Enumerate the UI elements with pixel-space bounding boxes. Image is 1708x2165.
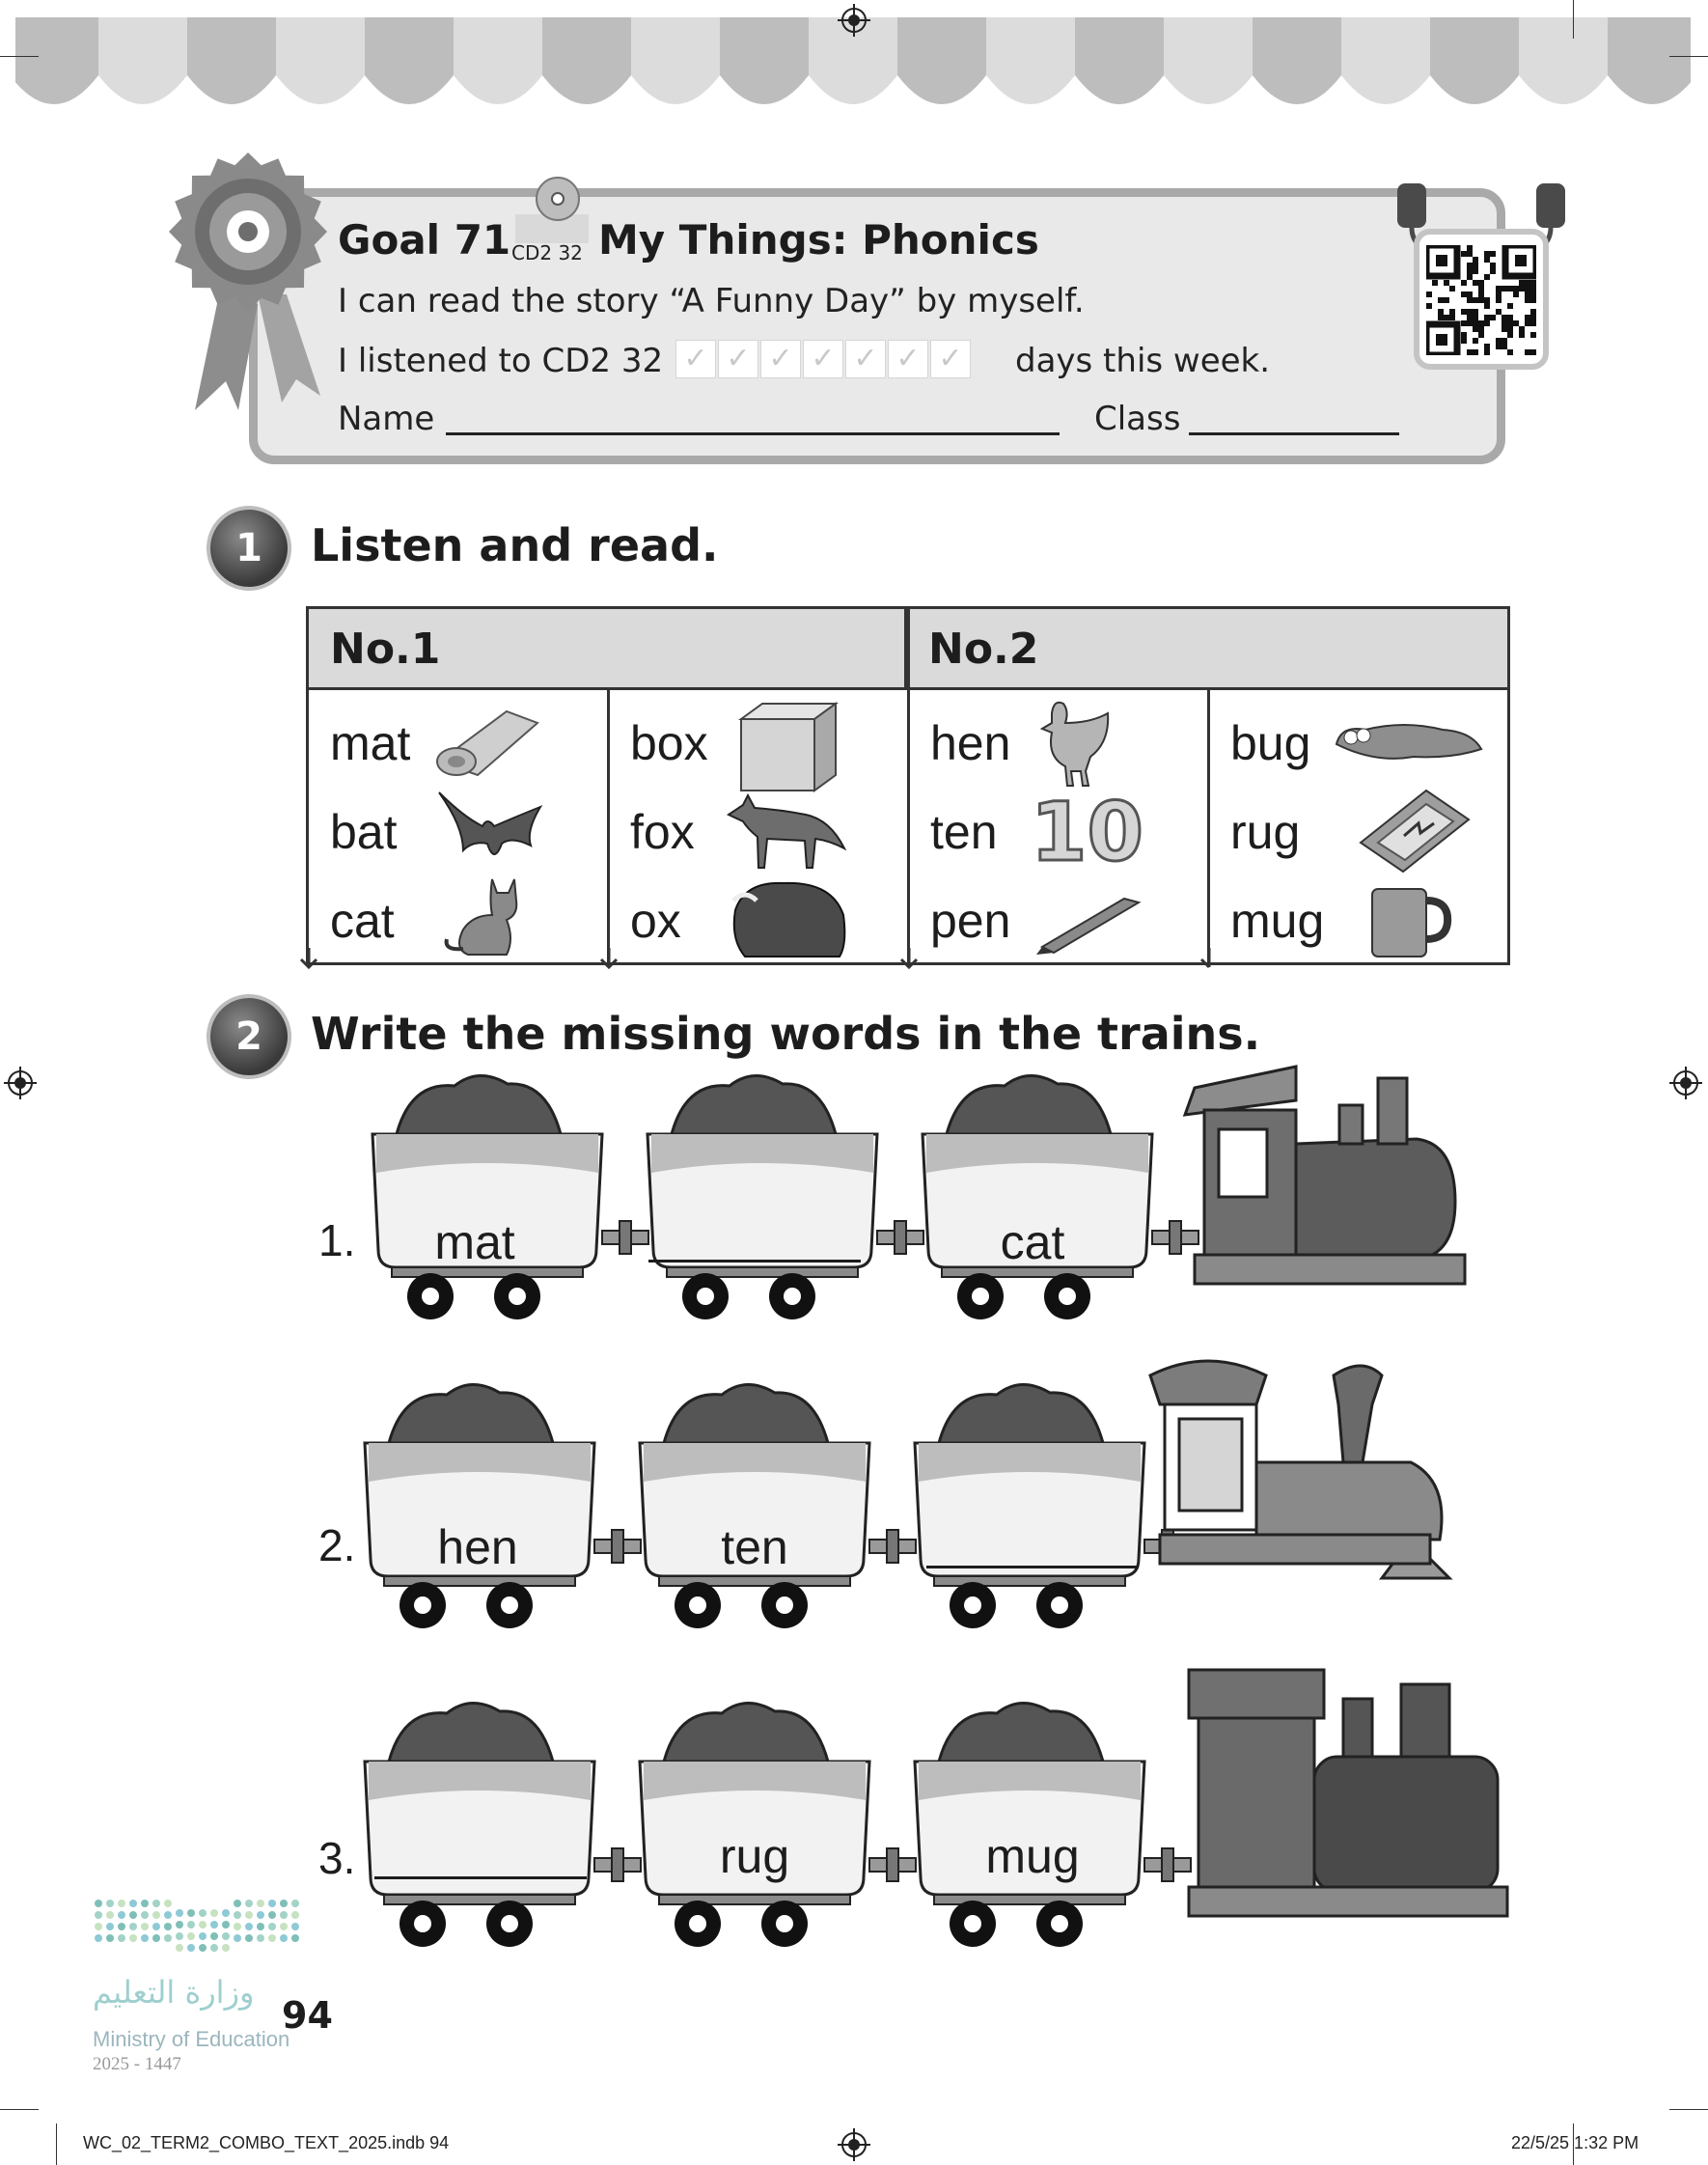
qr-code-icon[interactable] (1426, 245, 1536, 355)
day-checkbox[interactable]: ✓ (760, 340, 801, 378)
day-checkbox[interactable]: ✓ (888, 340, 928, 378)
listening-statement: I listened to CD2 32 (338, 342, 664, 380)
print-file-name: WC_02_TERM2_COMBO_TEXT_2025.indb 94 (83, 2133, 450, 2152)
crop-mark (1669, 56, 1708, 57)
number-ten-icon: 10 (1031, 785, 1143, 879)
day-checkbox[interactable]: ✓ (803, 340, 843, 378)
train-2-car-1-word: hen (437, 1520, 518, 1574)
column-divider (907, 609, 910, 962)
ministry-english-name: Ministry of Education (93, 2027, 290, 2051)
print-date: 22/5/25 1:32 PM (1511, 2133, 1639, 2152)
hen-icon (1033, 694, 1119, 791)
goal-label: Goal 71 (338, 216, 511, 264)
word-ten: ten (930, 805, 998, 859)
train-1-car-1-word: mat (434, 1215, 515, 1269)
ministry-arabic-name: وزارة التعليم (93, 1974, 255, 2011)
word-hen: hen (930, 716, 1011, 770)
crop-mark (0, 2109, 39, 2110)
cd-track-label: CD2 32 (511, 241, 583, 264)
column-divider (607, 690, 610, 962)
word-mat: mat (330, 716, 411, 770)
page-number: 94 (282, 1994, 333, 2037)
crop-mark (56, 2123, 57, 2165)
train-3-number: 3. (318, 1833, 356, 1883)
word-box: box (630, 716, 708, 770)
train-3-car-3-word: mug (985, 1829, 1080, 1883)
day-checkbox[interactable]: ✓ (930, 340, 971, 378)
day-checkbox[interactable]: ✓ (675, 340, 716, 378)
registration-mark-top (838, 4, 870, 37)
word-rug: rug (1230, 805, 1301, 859)
word-fox: fox (630, 805, 695, 859)
table-header-no2: No.2 (907, 609, 1507, 690)
section-1-number: 1 (207, 506, 291, 591)
section-2-number: 2 (207, 994, 291, 1079)
class-field[interactable] (1189, 432, 1399, 435)
ministry-year: 2025 - 1447 (93, 2054, 181, 2074)
page-title: My Things: Phonics (598, 216, 1039, 264)
ministry-logo-icon (93, 1894, 305, 1971)
gear-badge-icon (166, 150, 330, 415)
box-icon (733, 698, 844, 794)
train-1-car-3-word: cat (1000, 1215, 1065, 1269)
mat-roll-icon (429, 704, 545, 781)
word-pen: pen (930, 894, 1011, 948)
train-1-number: 1. (318, 1215, 356, 1265)
goal-statement: I can read the story “A Funny Day” by myself. (338, 282, 1085, 320)
fox-icon (724, 791, 849, 873)
train-1-illustration (365, 1057, 1571, 1346)
train-3-car-1-blank[interactable] (374, 1876, 587, 1879)
registration-mark-right (1669, 1067, 1702, 1099)
phonics-word-table (306, 606, 1510, 965)
train-3-car-2-word: rug (719, 1829, 790, 1883)
crop-mark (1669, 2109, 1708, 2110)
rug-icon (1351, 783, 1476, 879)
registration-mark-left (4, 1067, 37, 1099)
word-bat: bat (330, 805, 398, 859)
section-2-title: Write the missing words in the trains. (311, 1008, 1261, 1060)
column-divider (1207, 690, 1210, 962)
word-bug: bug (1230, 716, 1311, 770)
word-cat: cat (330, 894, 395, 948)
cd-icon (513, 176, 591, 243)
train-2-car-3-blank[interactable] (926, 1566, 1139, 1568)
word-ox: ox (630, 894, 681, 948)
day-checkbox[interactable]: ✓ (845, 340, 886, 378)
train-2-illustration (359, 1346, 1565, 1655)
day-checkbox[interactable]: ✓ (718, 340, 758, 378)
registration-mark-bottom (838, 2128, 870, 2161)
train-3-illustration (359, 1660, 1642, 1969)
bat-icon (434, 788, 545, 870)
listening-suffix: days this week. (1015, 342, 1271, 380)
name-field[interactable] (446, 432, 1060, 435)
class-label: Class (1094, 400, 1181, 438)
train-1-car-2-blank[interactable] (648, 1260, 861, 1263)
name-label: Name (338, 400, 435, 438)
crop-mark (1573, 0, 1574, 39)
section-1-title: Listen and read. (311, 519, 719, 571)
word-mug: mug (1230, 894, 1325, 948)
train-2-car-2-word: ten (721, 1520, 788, 1574)
train-2-number: 2. (318, 1520, 356, 1570)
table-header-no1: No.1 (309, 609, 907, 690)
table-column-arrows (295, 946, 1212, 971)
bug-icon (1327, 710, 1486, 768)
crop-mark (0, 56, 39, 57)
mug-icon (1363, 879, 1454, 961)
